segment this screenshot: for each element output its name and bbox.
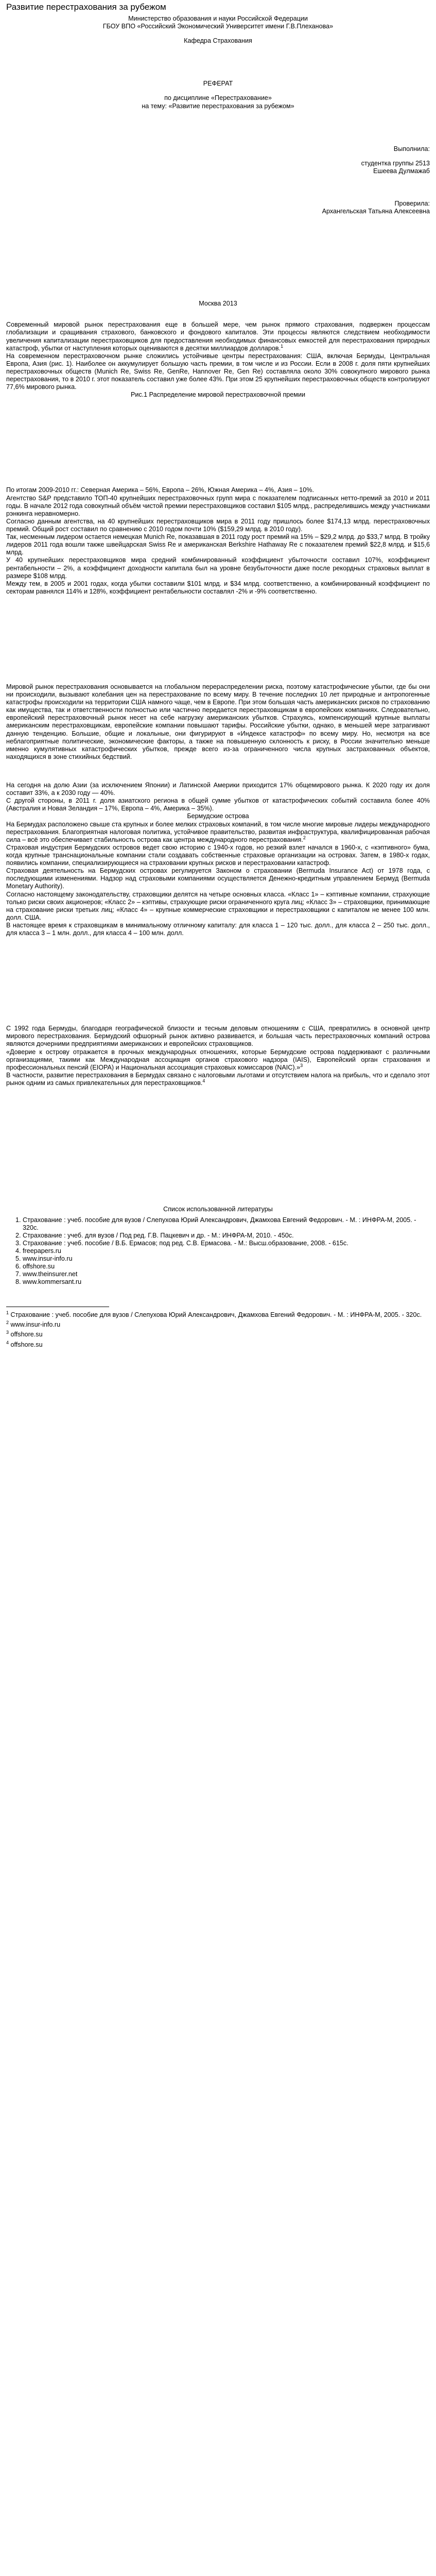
intro-paragraph-2: На современном перестраховочном рынке сложились устойчивые центры перестрахования: США, включая Бермуды, Центральная Европа, Азия (рис. 1). Наиболее он аккумулирует большую часть премии, в том числе и из России. Если в 2008 г. доля пяти крупнейших перестраховочных обществ (Munich Re, Swiss Re, GenRe, Hannover Re, Gen Re) составляла около 30% совокупного мирового рынка перестрахования, то в 2010 г. этот показатель составил уже более 43%. При этом 25 крупнейших перестраховочных обществ контролируют 77,6% мирового рынка. bbox=[6, 352, 430, 391]
stats2-paragraph-1: Согласно данным агентства, на 40 крупнейших перестраховщиков мира в 2011 году пришлось более $174,13 млрд. перестраховочных премий. Общий рост составил по сравнению с 2010 годом почти 10% ($159,29 млрд. в 2010 году). bbox=[6, 517, 430, 533]
bermuda2-paragraph-3: В частности, развитие перестрахования в Бермудах связано с налоговыми льготами и отсутствием налога на прибыль, что и сделало этот рынок одним из самых привлекательных для перестраховщиков.$^4$ bbox=[6, 1071, 430, 1087]
reference-item: 2. Страхование : учеб. для вузов / Под ред. Г.В. Пацкевич и др. - М.: ИНФРА-М, 2010. - 450с. bbox=[23, 1232, 430, 1240]
reference-item: 6. offshore.su bbox=[23, 1263, 430, 1270]
stats-paragraph-2: Агентство S&P представило ТОП-40 крупнейших перестраховочных групп мира с показателем подписанных нетто-премий за 2010 и 2011 годы. В начале 2012 года совокупный объём чистой премии перестраховщиков составил $105 млрд., распределившись между участниками рэнкинга неравномерно. bbox=[6, 494, 430, 517]
essay-discipline: по дисциплине «Перестрахование» bbox=[164, 94, 272, 102]
bermuda-paragraph-1: На Бермудах расположено свыше ста крупных и более мелких страховых компаний, в том числе многие мировые лидеры международного перестрахования. Благоприятная налоговая политика, устойчивое правительство, развитая инфраструктура, квалифицированная рабочая сила – всё это обеспечивает стабильность острова как центра международного перестрахования.$^2$ bbox=[6, 820, 430, 843]
market-paragraph-1: Мировой рынок перестрахования основывается на глобальном перераспределении риска, поэтому катастрофические убытки, где бы они ни происходили, вызывают колебания цен на перестрахование по всему миру. В течение последних 10 лет природные и антропогенные катастрофы происходили на территории США намного чаще, чем в Европе. При этом большая часть американских рисков по страхованию как имущества, так и ответственности полностью или частично передается перестраховщикам в европейских компаниях. Следовательно, европейский перестраховочный рынок несет на себе нагрузку американских убытков. Страхуясь, компенсирующий крупные выплаты американским перестраховщикам, европейские компании повышают тарифы. Российские убытки, однако, в меньшей мере затрагивают данную тенденцию. Большие, общие и локальные, они фигурируют в «Индексе катастроф» по всему миру. Но, несмотря на все неблагоприятные политические, экономические факторы, а также на повышенную склонность к риску, в России значительно меньше именно кумулятивных катастрофических убытков, прежде всего из-за ограниченного числа крупных застрахованных объектов, находящихся в зоне стихийных бедствий. bbox=[6, 683, 430, 760]
document-title: Развитие перестрахования за рубежом bbox=[6, 2, 166, 12]
essay-topic: на тему: «Развитие перестрахования за рубежом» bbox=[142, 102, 294, 110]
title-page bbox=[6, 15, 430, 308]
stats2-paragraph-4: Между тем, в 2005 и 2001 годах, когда убытки составили $101 млрд. и $34 млрд. соответственно, а комбинированный коэффициент по секторам равнялся 114% и 128%, коэффициент рентабельности составлял -2% и -9% соответственно. bbox=[6, 580, 430, 595]
reference-item: 1. Страхование : учеб. пособие для вузов / Слепухова Юрий Александрович, Джамхова Евгений Федорович. - М. : ИНФРА-М, 2005. - 320с. bbox=[23, 1216, 430, 1232]
bermuda-paragraph-5: В настоящее время к страховщикам в минимальному отличному капиталу: для класса 1 – 120 тыс. долл., для класса 2 – 250 тыс. долл., для класса 3 – 1 млн. долл., для класса 4 – 100 млн. долл. bbox=[6, 922, 430, 937]
stats2-section bbox=[6, 518, 430, 596]
department-line: Кафедра Страхования bbox=[184, 37, 252, 45]
footnote-4: $^4$ offshore.su bbox=[6, 1340, 43, 1348]
checker-label: Проверила: bbox=[394, 199, 430, 207]
footnote-ref-3[interactable]: 3 bbox=[300, 1062, 303, 1068]
stats-paragraph-1: По итогам 2009-2010 гг.: Северная Америка – 56%, Европа – 26%, Южная Америка – 4%, Азия – 10%. bbox=[6, 486, 314, 494]
bermuda-section bbox=[6, 821, 430, 938]
bermuda2-paragraph-1: С 1992 года Бермуды, благодаря географической близости и тесным деловым отношениям с США, превратились в основной центр мирового перестрахования. Бермудский офшорный рынок активно развивается, и большая часть перестраховочных компаний острова являются дочерними предприятиями американских и европейских страховщиков. bbox=[6, 1025, 430, 1048]
university-line: ГБОУ ВПО «Российский Экономический Университет имени Г.В.Плеханова» bbox=[102, 23, 334, 30]
intro-paragraph-1: Современный мировой рынок перестрахования еще в большей мере, чем рынок прямого страхования, подвержен процессам глобализации и сращивания страхового, банковского и фондового капиталов. Эти процессы являются следствием необходимости увеличения капитализации перестраховщиков для предоставления необходимых финансовых емкостей для перестрахования природных катастроф, убытки от наступления которых оцениваются в десятки миллиардов долларов.$^1$ bbox=[6, 321, 430, 352]
city-year: Москва 2013 bbox=[199, 300, 237, 308]
author-group: студентка группы 2513 bbox=[361, 159, 430, 167]
footnote-ref-2[interactable]: 2 bbox=[303, 835, 306, 840]
footnote-ref-1[interactable]: 1 bbox=[281, 343, 284, 349]
bermuda-paragraph-2: Страховая индустрия Бермудских островов ведет свою историю с 1940-х годов, но резкий взлет начался в 1960-х, с «кэптивного» бума, когда крупные транснациональные компании стали создавать собственные страховые организации на островах. Затем, в 1980-х годах, появились компании, специализирующиеся на страховании крупных рисков и перестраховании катастроф. bbox=[6, 843, 430, 867]
bermuda2-section bbox=[6, 1025, 430, 1087]
author-done-label: Выполнила: bbox=[393, 145, 430, 152]
reference-item: 3. Страхование : учеб. пособие / В.Б. Ермасов; под ред. С.В. Ермасова. - М.: Высш.образование, 2008. - 615с. bbox=[23, 1240, 430, 1247]
bermuda-paragraph-4: Согласно настоящему законодательству, страховщики делятся на четыре основных класса. «Класс 1» – кэптивные компании, страхующие только риски своих акционеров; «Класс 2» – кэптивы, страхующие риски ограниченного круга лиц; «Класс 3» – страховщики, принимающие на страхование риски третьих лиц; «Класс 4» – крупные коммерческие страховщики и перестраховщики с капиталом не менее 100 млн. долл. США. bbox=[6, 890, 430, 921]
bermuda-title: Бермудские острова bbox=[187, 812, 249, 820]
reference-item: 7. www.theinsurer.net bbox=[23, 1270, 430, 1278]
ministry-line: Министерство образования и науки Российской Федерации bbox=[128, 15, 308, 22]
footnote-ref-4[interactable]: 4 bbox=[202, 1078, 205, 1083]
footnotes bbox=[6, 1311, 430, 1348]
bermuda-paragraph-3: Страховая деятельность на Бермудских островах регулируется Законом о страховании (Bermuda Insurance Act) от 1978 года, с последующими изменениями. Надзор над страховыми компаниями осуществляется Денежно-кредитным управлением Бермуд (Bermuda Monetary Authority). bbox=[6, 867, 430, 890]
market-paragraph-3: С другой стороны, в 2011 г. доля азиатского региона в общей сумме убытков от катастрофических событий составила более 40% (Австралия и Новая Зеландия – 17%, Европа – 4%, Америка – 35%). bbox=[6, 797, 430, 812]
bermuda2-paragraph-2: «Доверие к острову отражается в прочных международных отношениях, которые Бермудские острова поддерживают с различными организациями, такими как Международная ассоциация органов страхового надзора (IAIS), Европейский орган страхования и профессиональных пенсий (EIOPA) и Национальная ассоциация страховых комиссаров (NAIC).»$^3$ bbox=[6, 1048, 430, 1071]
figure-caption: Рис.1 Распределение мировой перестраховочной премии bbox=[130, 391, 306, 399]
reference-item: 8. www.kommersant.ru bbox=[23, 1278, 430, 1286]
author-name: Ешеева Дулмажаб bbox=[373, 167, 430, 175]
footnote-2: $^2$ www.insur-info.ru bbox=[6, 1320, 61, 1329]
checker-name: Архангельская Татьяна Алексеевна bbox=[322, 208, 430, 215]
reference-item: 5. www.insur-info.ru bbox=[23, 1255, 430, 1263]
references-title: Список использованной литературы bbox=[163, 1206, 273, 1213]
reference-item: 4. freepapers.ru bbox=[23, 1247, 430, 1255]
intro-section bbox=[6, 321, 430, 391]
footnote-1: $^1$ Страхование : учеб. пособие для вузов / Слепухова Юрий Александрович, Джамхова Евгений Федорович. - М. : ИНФРА-М, 2005. - 320с. bbox=[6, 1310, 422, 1319]
market-paragraph-2: На сегодня на долю Азии (за исключением Японии) и Латинской Америки приходится 17% общемирового рынка. К 2020 году их доля составит 33%, а к 2030 году — 40%. bbox=[6, 782, 430, 797]
stats2-paragraph-2: Так, несменным лидером остается немецкая Munich Re, показавшая в 2011 году рост премий на 15% – $29,2 млрд. до $33,7 млрд. В тройку лидеров 2011 года вошли также швейцарская Swiss Re и американская Berkshire Hathaway Re с показателем премий $22,8 млрд. и $15,6 млрд. bbox=[6, 533, 430, 556]
essay-kind: РЕФЕРАТ bbox=[203, 80, 233, 88]
market-section bbox=[6, 683, 430, 813]
references-list bbox=[6, 1216, 430, 1286]
figure-placeholder bbox=[6, 399, 430, 486]
footnote-3: $^3$ offshore.su bbox=[6, 1330, 43, 1338]
stats2-paragraph-3: У 40 крупнейших перестраховщиков мира средний комбинированный коэффициент убыточности составил 107%, коэффициент рентабельности – 2%, а коэффициент доходности капитала был на уровне безубыточности даже после рекордных страховых выплат в размере $108 млрд. bbox=[6, 556, 430, 580]
stats-section bbox=[6, 486, 430, 517]
